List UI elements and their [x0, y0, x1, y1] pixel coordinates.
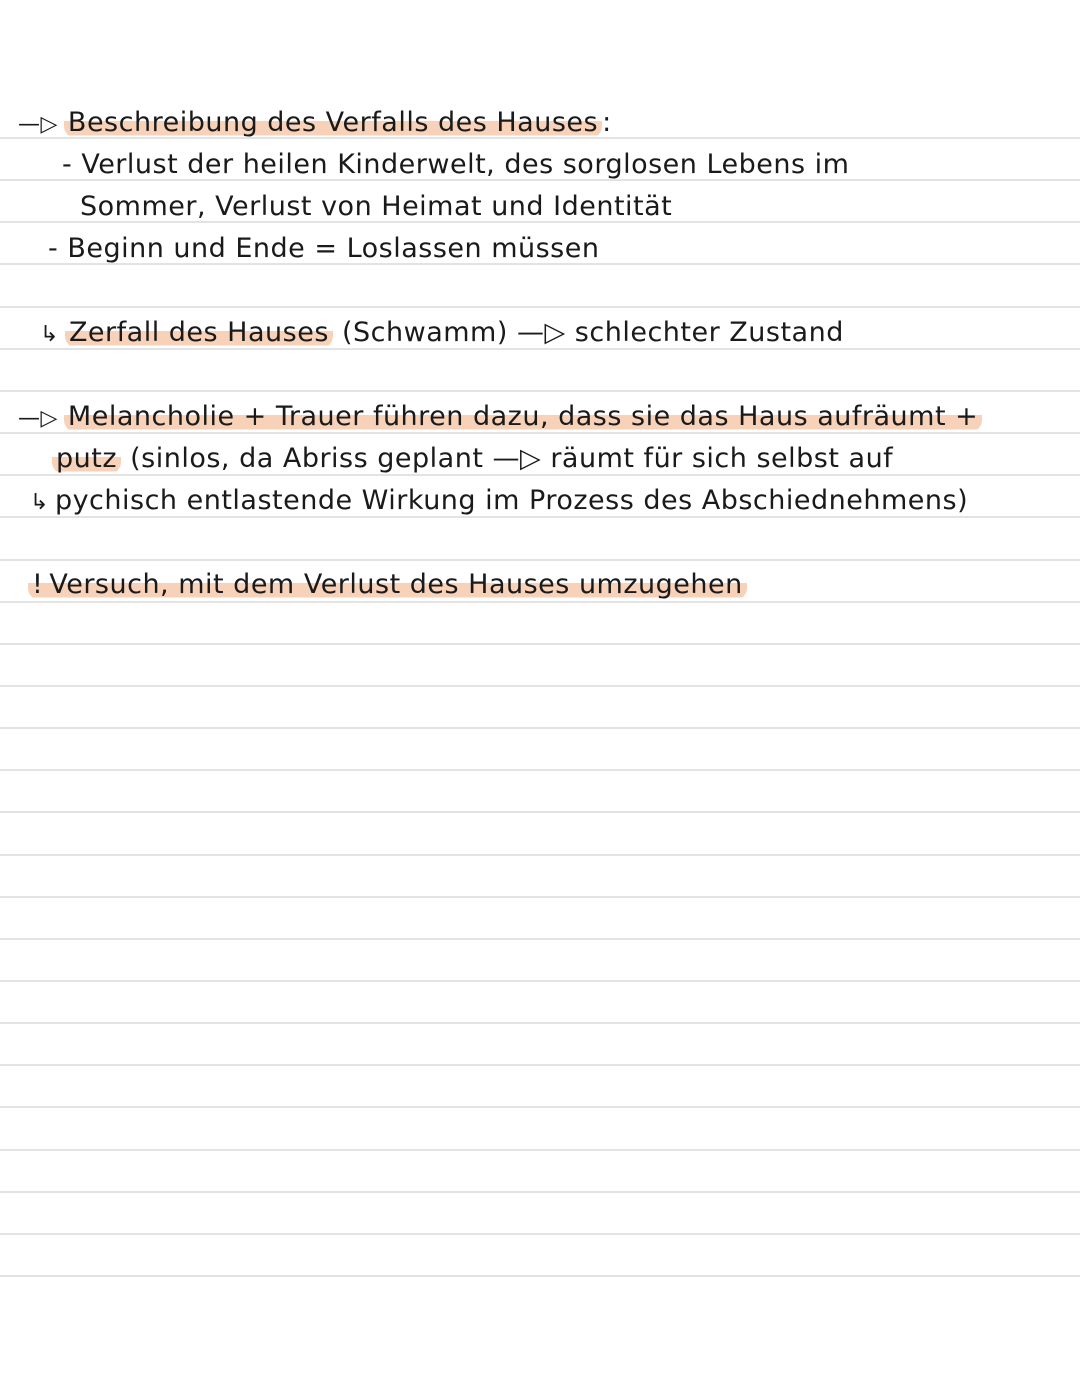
ruled-line — [0, 643, 1080, 645]
ruled-line — [0, 727, 1080, 729]
ruled-line — [0, 390, 1080, 392]
arrow-icon: —▷ — [18, 112, 58, 137]
turn-arrow-icon: ↳ — [30, 490, 49, 515]
note-line-3: Sommer, Verlust von Heimat und Identität — [80, 191, 673, 222]
ruled-line — [0, 1191, 1080, 1193]
highlighted-heading: Beschreibung des Verfalls des Hauses — [64, 107, 602, 138]
putz-text: (sinlos, da Abriss geplant —▷ räumt für sich selbst auf — [130, 443, 894, 474]
highlighted-putz: putz — [52, 443, 121, 474]
versuch-text: Versuch, mit dem Verlust des Hauses umzugehen — [49, 569, 743, 600]
ruled-line — [0, 938, 1080, 940]
note-zerfall — [40, 313, 844, 353]
ruled-line — [0, 1022, 1080, 1024]
exclamation-mark: ! — [32, 569, 44, 600]
heading-verfall — [18, 103, 612, 143]
ruled-line — [0, 854, 1080, 856]
note-psychisch — [30, 481, 968, 521]
ruled-line — [0, 1106, 1080, 1108]
highlighted-melancholie: Melancholie + Trauer führen dazu, dass sie das Haus aufräumt + — [64, 401, 982, 432]
ruled-line — [0, 1233, 1080, 1235]
arrow-icon: —▷ — [18, 406, 58, 431]
ruled-line — [0, 769, 1080, 771]
zerfall-text: (Schwamm) —▷ schlechter Zustand — [341, 317, 844, 348]
ruled-line — [0, 980, 1080, 982]
ruled-line — [0, 1275, 1080, 1277]
ruled-line — [0, 306, 1080, 308]
ruled-line — [0, 896, 1080, 898]
ruled-line — [0, 559, 1080, 561]
note-versuch — [28, 565, 747, 605]
note-line-4: - Beginn und Ende = Loslassen müssen — [48, 233, 600, 264]
ruled-line — [0, 1149, 1080, 1151]
highlighted-zerfall: Zerfall des Hauses — [65, 317, 333, 348]
note-line-2: - Verlust der heilen Kinderwelt, des sorglosen Lebens im — [62, 149, 850, 180]
psychisch-text: pychisch entlastende Wirkung im Prozess des Abschiednehmens) — [54, 485, 969, 516]
highlighted-versuch — [28, 569, 747, 600]
ruled-line — [0, 1064, 1080, 1066]
note-putz — [52, 439, 893, 479]
turn-arrow-icon: ↳ — [40, 322, 59, 347]
ruled-line — [0, 811, 1080, 813]
note-melancholie — [18, 397, 982, 437]
ruled-line — [0, 685, 1080, 687]
colon: : — [602, 107, 612, 138]
